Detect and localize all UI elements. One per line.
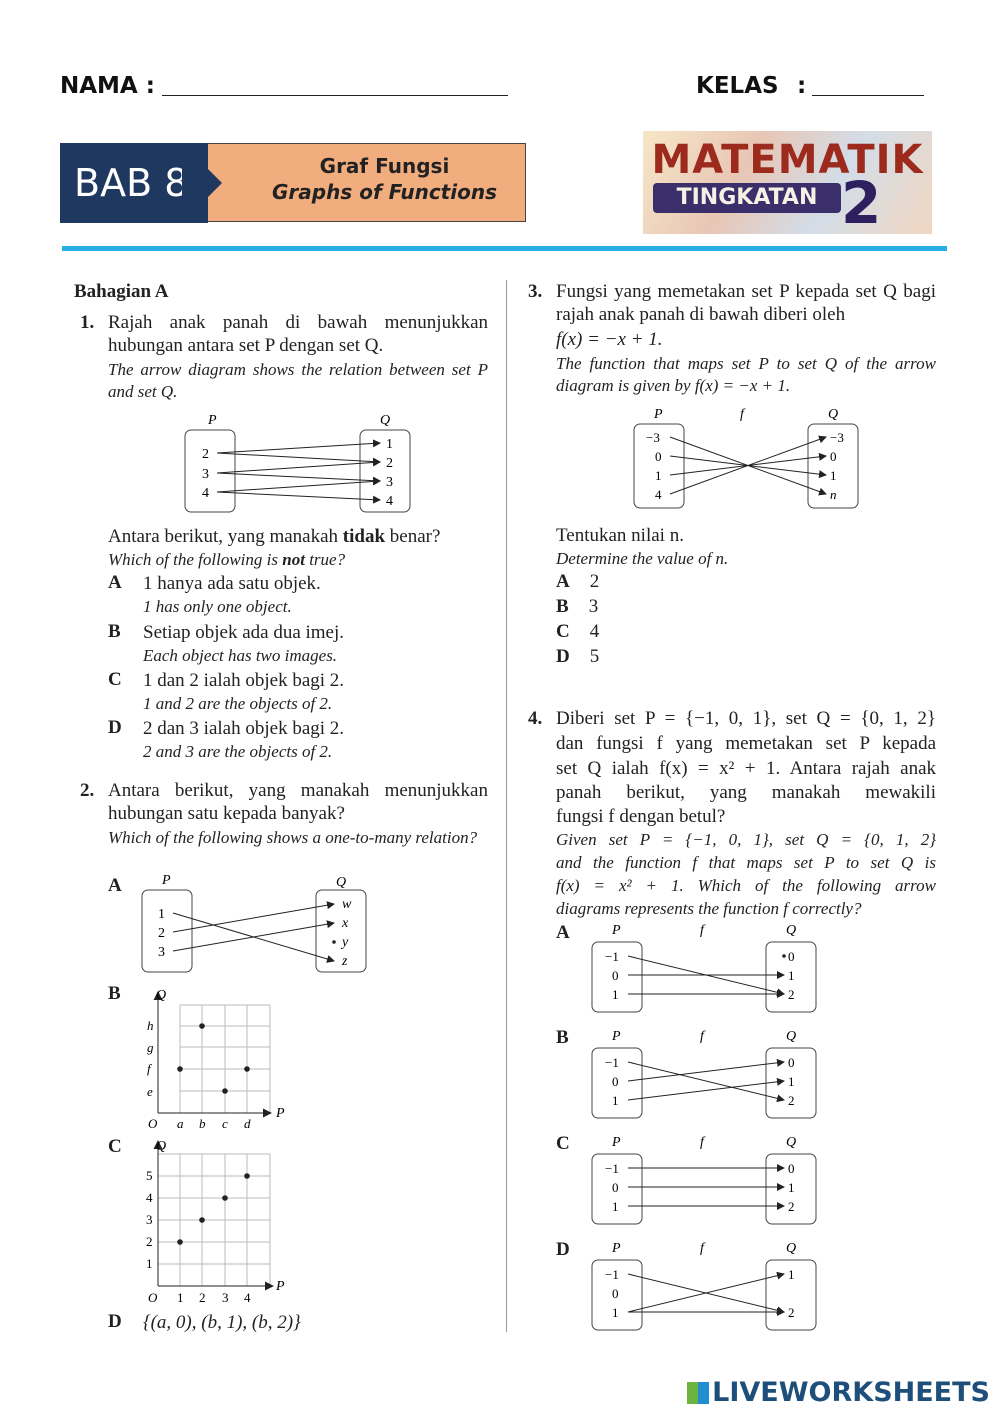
liveworksheets-text: LIVEWORKSHEETS xyxy=(712,1377,990,1408)
q3-option-letter: C xyxy=(556,621,570,642)
q4-option-b-letter[interactable]: B xyxy=(556,1027,569,1048)
q4-option-d-diagram xyxy=(588,1236,823,1334)
q1-option-letter: A xyxy=(108,572,122,593)
q2-option-d-text: {(a, 0), (b, 1), (b, 2)} xyxy=(143,1312,301,1333)
q4b-q-item: 0 xyxy=(788,1055,795,1070)
q1-set-p-box xyxy=(185,430,235,512)
q2a-label-p: P xyxy=(162,873,171,888)
q4a-q-item: 2 xyxy=(788,987,795,1002)
q2a-set-q-box xyxy=(316,890,366,972)
q2b-y-tick: e xyxy=(147,1084,153,1099)
liveworksheets-icon xyxy=(687,1382,709,1404)
q2c-x-tick: 4 xyxy=(244,1290,251,1305)
q4a-label-q: Q xyxy=(786,923,797,938)
q3-option-a[interactable] xyxy=(556,570,599,593)
q3-q-item: n xyxy=(830,487,837,502)
q1-option-ms: 2 dan 3 ialah objek bagi 2. xyxy=(143,718,345,739)
q4b-q-item: 1 xyxy=(788,1074,795,1089)
q3-number: 3. xyxy=(528,281,543,302)
q2b-y-tick: g xyxy=(147,1040,154,1055)
q1-option-en: 1 has only one object. xyxy=(143,597,292,616)
q3-option-value: 2 xyxy=(589,571,600,592)
chapter-arrow-shape xyxy=(182,143,222,223)
q2b-y-tick: f xyxy=(147,1061,151,1076)
q4b-p-item: 0 xyxy=(612,1074,619,1089)
q1-q-item: 4 xyxy=(386,494,393,509)
q4b-arrows xyxy=(628,1062,784,1100)
q4c-label-f: f xyxy=(700,1135,704,1150)
q4a-p-item: 0 xyxy=(612,968,619,983)
q1-q-item: 2 xyxy=(386,456,393,471)
q3-label-q: Q xyxy=(828,407,839,422)
q4-text-ms-5: fungsi f dengan betul? xyxy=(556,806,726,827)
q4-text-ms-4: panah berikut, yang manakah mewakili xyxy=(556,782,936,803)
q4a-dot xyxy=(782,954,786,958)
q1-arrows xyxy=(217,443,380,500)
q3-option-letter: D xyxy=(556,646,570,667)
q2c-x-tick: 1 xyxy=(177,1290,184,1305)
q1-question-ms xyxy=(108,525,440,548)
q3-option-value: 5 xyxy=(589,646,600,667)
q1-question-en-post: true? xyxy=(304,550,346,569)
q2b-x-tick: a xyxy=(177,1116,184,1131)
q4c-p-item: 0 xyxy=(612,1180,619,1195)
logo-number: 2 xyxy=(841,169,882,237)
q4a-p-item: 1 xyxy=(612,987,619,1002)
q1-question-ms-pre: Antara berikut, yang manakah xyxy=(108,526,343,547)
q3-p-item: 1 xyxy=(655,468,662,483)
q3-p-item: 4 xyxy=(655,487,662,502)
q2a-dot-y xyxy=(332,940,336,944)
q3-p-item: 0 xyxy=(655,449,662,464)
q4-text-ms-2: dan fungsi f yang memetakan set P kepada xyxy=(556,733,936,754)
q2-option-a-diagram xyxy=(138,870,373,978)
q4d-p-item: 1 xyxy=(612,1305,619,1320)
q4-option-d-letter[interactable]: D xyxy=(556,1239,570,1260)
q4-text-ms-1: Diberi set P = {−1, 0, 1}, set Q = {0, 1, 2} xyxy=(556,708,936,729)
q4-text-en-1: Given set P = {−1, 0, 1}, set Q = {0, 1, 2} xyxy=(556,830,936,849)
q2-number: 2. xyxy=(80,780,95,801)
kelas-label: KELAS xyxy=(696,73,779,99)
q4c-q-item: 2 xyxy=(788,1199,795,1214)
q4c-q-item: 0 xyxy=(788,1161,795,1176)
q2-text-ms: Antara berikut, yang manakah menunjukkan hubungan satu kepada banyak? xyxy=(108,780,488,824)
nama-label: NAMA : xyxy=(60,73,155,99)
q3-label-p: P xyxy=(654,407,663,422)
q2-option-a-letter[interactable]: A xyxy=(108,875,122,896)
q4c-label-p: P xyxy=(612,1135,621,1150)
q2c-y-tick: 3 xyxy=(146,1212,153,1227)
q4b-q-item: 2 xyxy=(788,1093,795,1108)
q4-option-a-diagram xyxy=(588,918,823,1016)
kelas-colon: : xyxy=(797,73,807,99)
q2c-y-tick: 4 xyxy=(146,1190,153,1205)
q4b-p-item: 1 xyxy=(612,1093,619,1108)
q1-option-ms: Setiap objek ada dua imej. xyxy=(143,622,345,643)
q3-option-c[interactable] xyxy=(556,620,599,643)
q1-option-ms: 1 hanya ada satu objek. xyxy=(143,573,321,594)
q3-arrows xyxy=(670,437,826,494)
q4d-p-item: 0 xyxy=(612,1286,619,1301)
logo-level: TINGKATAN xyxy=(653,183,841,213)
chapter-title-box xyxy=(183,143,526,222)
q1-question-en xyxy=(108,549,345,571)
q4d-label-f: f xyxy=(700,1241,704,1256)
q2b-x-tick: b xyxy=(199,1116,206,1131)
q4d-q-item: 1 xyxy=(788,1267,795,1282)
q3-arrow-diagram xyxy=(630,402,865,512)
q3-q-item: 0 xyxy=(830,449,837,464)
q3-q-item: 1 xyxy=(830,468,837,483)
q4a-label-f: f xyxy=(700,923,704,938)
matematik-logo xyxy=(643,131,932,237)
q4-option-a-letter[interactable]: A xyxy=(556,922,570,943)
q4b-label-q: Q xyxy=(786,1029,797,1044)
q2a-p-item: 3 xyxy=(158,945,165,960)
q4d-p-item: −1 xyxy=(605,1267,619,1282)
q2b-origin: O xyxy=(148,1116,158,1131)
q4c-arrows xyxy=(628,1168,784,1206)
q4d-q-item: 2 xyxy=(788,1305,795,1320)
q2-option-c-letter[interactable]: C xyxy=(108,1136,122,1157)
q1-q-item: 1 xyxy=(386,437,393,452)
q3-formula: f(x) = −x + 1. xyxy=(556,329,663,350)
q2a-p-item: 2 xyxy=(158,926,165,941)
q2-text-en: Which of the following shows a one-to-many relation? xyxy=(108,828,478,847)
q1-label-q: Q xyxy=(380,413,391,428)
chapter-title-en: Graphs of Functions xyxy=(272,180,497,204)
liveworksheets-logo[interactable] xyxy=(687,1377,990,1408)
q3-p-item: −3 xyxy=(646,430,660,445)
q1-option-en: 2 and 3 are the objects of 2. xyxy=(143,742,333,761)
q4d-label-q: Q xyxy=(786,1241,797,1256)
q3-text-en: The function that maps set P to set Q of the arrow diagram is given by f(x) = −x + 1. xyxy=(556,354,936,395)
q2a-arrows xyxy=(173,904,334,961)
q1-label-p: P xyxy=(208,413,217,428)
q1-question-en-bold: not xyxy=(282,550,305,569)
q3-label-f: f xyxy=(740,407,744,422)
q4d-arrows xyxy=(628,1274,784,1312)
q1-question-ms-post: benar? xyxy=(385,526,441,547)
q2a-set-p-box xyxy=(142,890,192,972)
q4b-p-item: −1 xyxy=(605,1055,619,1070)
q2a-q-item: y xyxy=(342,935,349,950)
q4a-label-p: P xyxy=(612,923,621,938)
q1-option-en: Each object has two images. xyxy=(143,646,338,665)
q2a-label-q: Q xyxy=(336,875,347,890)
q1-option-letter: C xyxy=(108,669,122,690)
q1-number: 1. xyxy=(80,312,95,333)
q1-q-item: 3 xyxy=(386,475,393,490)
q3-q-item: −3 xyxy=(830,430,844,445)
q1-option-letter: D xyxy=(108,717,122,738)
q4b-label-p: P xyxy=(612,1029,621,1044)
q2a-q-item: x xyxy=(342,916,349,931)
q2a-q-item: z xyxy=(342,954,348,969)
q2-option-b-letter[interactable]: B xyxy=(108,983,121,1004)
q1-question-ms-bold: tidak xyxy=(342,526,386,547)
q4-number: 4. xyxy=(528,708,543,729)
q4c-p-item: 1 xyxy=(612,1199,619,1214)
q1-text-en: The arrow diagram shows the relation between set P and set Q. xyxy=(108,360,488,401)
q2c-points xyxy=(177,1173,250,1245)
q2a-q-item: w xyxy=(342,897,352,912)
q4a-q-item: 0 xyxy=(788,949,795,964)
q2c-x-tick: 3 xyxy=(222,1290,229,1305)
q4-option-c-letter[interactable]: C xyxy=(556,1133,570,1154)
q2-option-c-graph xyxy=(140,1136,290,1306)
section-title: Bahagian A xyxy=(74,281,169,302)
q1-option-letter: B xyxy=(108,621,121,642)
q1-question-en-pre: Which of the following is xyxy=(108,550,283,569)
q3-option-letter: A xyxy=(556,571,570,592)
q1-option-en: 1 and 2 are the objects of 2. xyxy=(143,694,333,713)
q4c-label-q: Q xyxy=(786,1135,797,1150)
q2c-grid xyxy=(158,1154,270,1286)
q2a-p-item: 1 xyxy=(158,907,165,922)
q2-option-d-letter: D xyxy=(108,1311,122,1332)
q4c-q-item: 1 xyxy=(788,1180,795,1195)
q3-question-ms: Tentukan nilai n. xyxy=(556,525,684,546)
q2b-points xyxy=(177,1023,250,1094)
q2b-y-tick: h xyxy=(147,1018,154,1033)
q3-option-b[interactable] xyxy=(556,595,598,618)
q4c-p-item: −1 xyxy=(605,1161,619,1176)
q4-text-en-4: diagrams represents the function f correctly? xyxy=(556,899,862,918)
logo-subject: MATEMATIK xyxy=(651,137,924,183)
q2b-x-tick: d xyxy=(244,1116,251,1131)
q1-arrow-diagram xyxy=(180,408,420,518)
q2b-y-label: Q xyxy=(156,988,167,1003)
kelas-blank-line[interactable] xyxy=(812,95,924,96)
q2c-y-tick: 5 xyxy=(146,1168,153,1183)
q2b-grid xyxy=(180,1005,270,1113)
q3-text-ms: Fungsi yang memetakan set P kepada set Q bagi rajah anak panah di bawah diberi oleh xyxy=(556,281,936,325)
q2c-y-tick: 2 xyxy=(146,1234,153,1249)
q1-p-item: 4 xyxy=(202,486,209,501)
q2-option-b-graph xyxy=(140,983,290,1131)
q4b-label-f: f xyxy=(700,1029,704,1044)
header-rule xyxy=(62,246,947,251)
q2c-x-label: P xyxy=(276,1279,285,1294)
nama-blank-line[interactable] xyxy=(162,95,508,96)
q3-option-value: 3 xyxy=(588,596,599,617)
q4-option-b-diagram xyxy=(588,1024,823,1122)
q1-p-item: 2 xyxy=(202,447,209,462)
q3-option-d[interactable] xyxy=(556,645,599,668)
q2b-x-tick: c xyxy=(222,1116,228,1131)
q4-option-c-diagram xyxy=(588,1130,823,1228)
q4-text-ms-3: set Q ialah f(x) = x² + 1. Antara rajah anak xyxy=(556,758,936,779)
q3-option-letter: B xyxy=(556,596,569,617)
q4a-q-item: 1 xyxy=(788,968,795,983)
q2c-x-tick: 2 xyxy=(199,1290,206,1305)
q3-option-value: 4 xyxy=(589,621,600,642)
q4-text-en-2: and the function f that maps set P to set Q is xyxy=(556,853,936,872)
q2c-y-tick: 1 xyxy=(146,1256,153,1271)
q3-question-en: Determine the value of n. xyxy=(556,549,729,568)
q1-p-item: 3 xyxy=(202,467,209,482)
q4-text-en-3: f(x) = x² + 1. Which of the following arrow xyxy=(556,876,936,895)
chapter-title-ms: Graf Fungsi xyxy=(319,154,450,178)
q1-text-ms: Rajah anak panah di bawah menunjukkan hubungan antara set P dengan set Q. xyxy=(108,312,488,356)
q1-option-ms: 1 dan 2 ialah objek bagi 2. xyxy=(143,670,345,691)
chapter-number: BAB 8 xyxy=(60,143,208,223)
q4a-p-item: −1 xyxy=(605,949,619,964)
column-divider xyxy=(506,280,507,1332)
q4a-arrows xyxy=(628,956,784,994)
q2b-x-label: P xyxy=(276,1106,285,1121)
q4d-label-p: P xyxy=(612,1241,621,1256)
q2c-y-label: Q xyxy=(156,1139,167,1154)
q2c-origin: O xyxy=(148,1290,158,1305)
